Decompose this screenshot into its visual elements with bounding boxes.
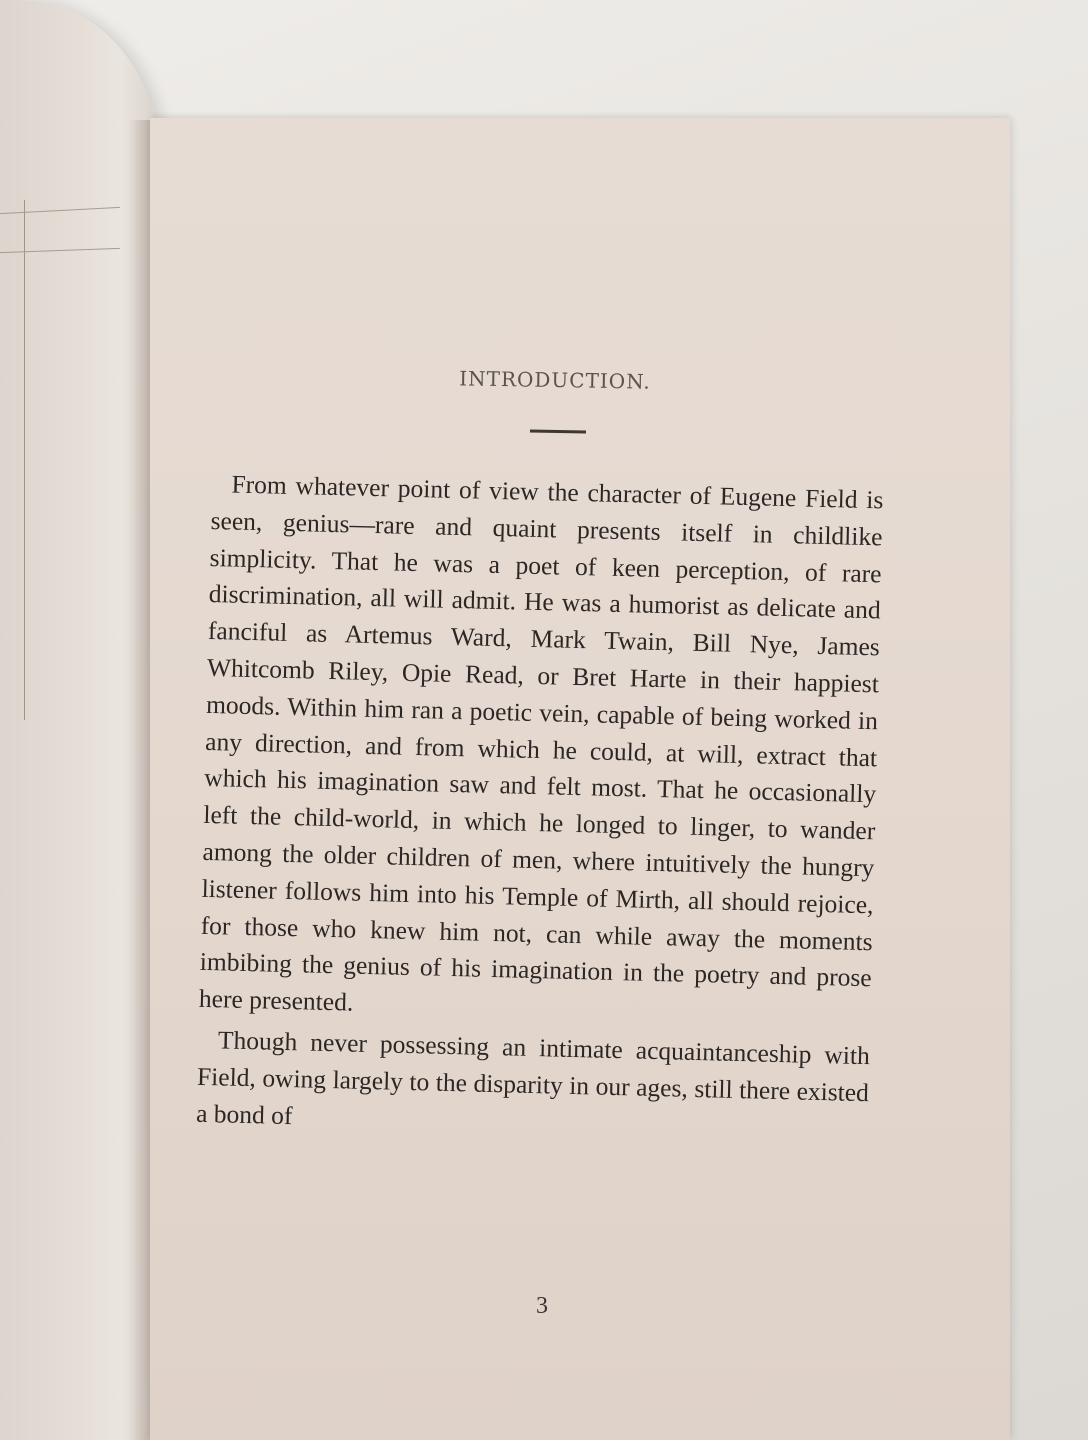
heading-divider — [530, 430, 586, 434]
page-number: 3 — [536, 1293, 548, 1319]
left-page-rule — [24, 200, 25, 720]
left-page-rule — [0, 207, 120, 214]
left-page-rule — [0, 248, 120, 253]
paragraph: Though never possessing an intimate acquaintanceship with Field, owing largely to the disparity in our ages, still there existed a bond of — [195, 1025, 871, 1130]
paragraph: From whatever point of view the character of Eugene Field is seen, genius—rare and quaint presents itself in childlike simplicity. That he was a poet of keen perception, of rare discrimination, all will admit. He was a humorist as delicate and fanciful as Artemus Ward, Mark Twain, Bill Nye, James Whitcomb Riley, Opie Read, or Bret Harte in their happiest moods. Within him ran a poetic vein, capable of being worked in any direction, and from which he could, at will, extract that which his imagination saw and felt most. That he occasionally left the child-world, in which he longed to linger, to wander among the older children of men, where intuitively the hungry listener follows him into his Temple of Mirth, all should rejoice, for those who knew him not, can while away the moments imbibing the genius of his imagination in the poetry and prose here presented. — [198, 469, 884, 1017]
body-text — [196, 466, 884, 1153]
page-heading: INTRODUCTION. — [458, 366, 651, 394]
book-page — [150, 118, 1010, 1440]
